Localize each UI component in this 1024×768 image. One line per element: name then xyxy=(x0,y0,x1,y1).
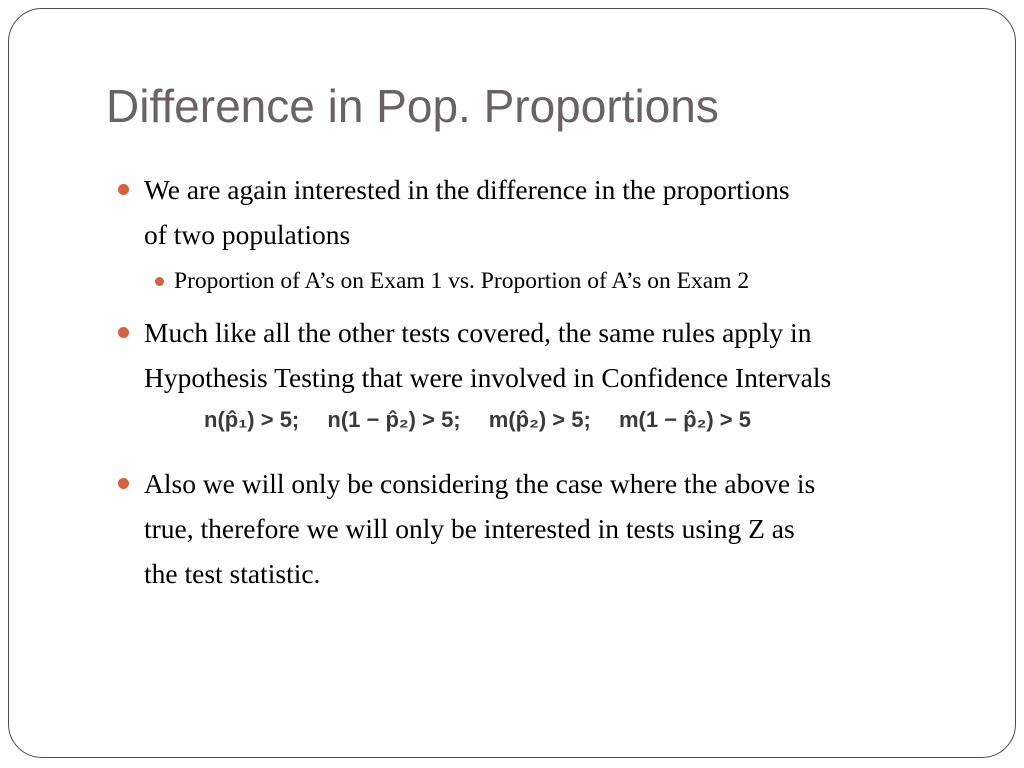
bullet-item-z-statistic xyxy=(144,461,815,596)
bullet-text-line: Hypothesis Testing that were involved in Confidence Intervals xyxy=(144,362,832,393)
bullet-dot-icon xyxy=(118,184,129,195)
bullet-text-line: the test statistic. xyxy=(144,558,321,589)
bullet-text-line: Also we will only be considering the case where the above is xyxy=(144,468,816,499)
bullet-item-difference-interest xyxy=(144,167,790,257)
bullet-text-line: We are again interested in the difference in the proportions xyxy=(144,174,790,205)
bullet-dot-icon xyxy=(118,327,129,338)
bullet-text-line: Much like all the other tests covered, the same rules apply in xyxy=(144,317,812,348)
slide-title: Difference in Pop. Proportions xyxy=(106,80,719,132)
condition-formula: m(p̂₂) > 5; xyxy=(488,407,591,432)
conditions-formula xyxy=(204,400,751,440)
condition-formula: n(1 − p̂₂) > 5; xyxy=(327,407,461,432)
condition-formula: m(1 − p̂₂) > 5 xyxy=(618,407,751,432)
bullet-text-line: of two populations xyxy=(144,219,351,250)
bullet-text-line: Proportion of A’s on Exam 1 vs. Proportion of A’s on Exam 2 xyxy=(174,268,750,294)
condition-formula: n(p̂₁) > 5; xyxy=(204,407,300,432)
sub-bullet-item-exam-proportions xyxy=(174,266,749,296)
bullet-dot-icon xyxy=(118,478,129,489)
bullet-item-same-rules xyxy=(144,310,831,400)
bullet-dot-icon xyxy=(155,277,164,286)
bullet-text-line: true, therefore we will only be interested in tests using Z as xyxy=(144,513,795,544)
